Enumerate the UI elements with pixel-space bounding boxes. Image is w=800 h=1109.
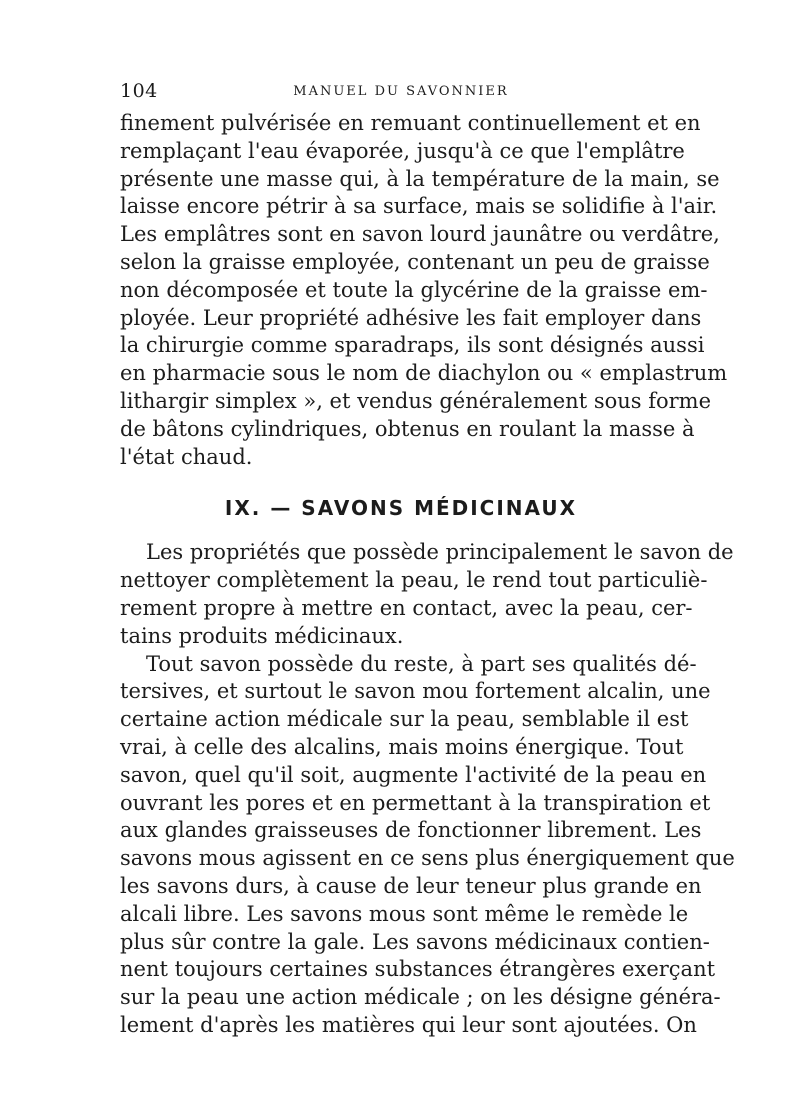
text-line: alcali libre. Les savons mous sont même le remède le (120, 901, 689, 926)
text-line: Les propriétés que possède principalement le savon de (146, 540, 734, 565)
text-line: les savons durs, à cause de leur teneur plus grande en (120, 873, 702, 898)
paragraph (120, 539, 734, 650)
text-line: de bâtons cylindriques, obtenus en roulant la masse à (120, 416, 695, 441)
text-line: en pharmacie sous le nom de diachylon ou « emplastrum (120, 361, 728, 386)
text-line: non décomposée et toute la glycérine de la graisse em- (120, 277, 708, 302)
text-line: laisse encore pétrir à sa surface, mais se solidifie à l'air. (120, 194, 718, 219)
section-heading: IX. — SAVONS MÉDICINAUX (224, 496, 578, 521)
text-line: ployée. Leur propriété adhésive les fait employer dans (120, 305, 702, 330)
text-line: ouvrant les pores et en permettant à la transpiration et (120, 790, 711, 815)
text-line: présente une masse qui, à la température de la main, se (120, 166, 720, 191)
text-line: remplaçant l'eau évaporée, jusqu'à ce que l'emplâtre (120, 138, 685, 163)
text-line: Tout savon possède du reste, à part ses qualités dé- (146, 651, 697, 676)
text-line: plus sûr contre la gale. Les savons médicinaux contien- (120, 929, 710, 954)
text-line: vrai, à celle des alcalins, mais moins énergique. Tout (120, 734, 684, 759)
text-line: nent toujours certaines substances étrangères exerçant (120, 957, 716, 982)
text-line: tersives, et surtout le savon mou fortement alcalin, une (120, 679, 711, 704)
text-line: sur la peau une action médicale ; on les désigne généra- (120, 985, 721, 1010)
paragraph-continued (120, 110, 728, 471)
text-line: l'état chaud. (120, 444, 253, 469)
book-page (120, 76, 735, 1040)
text-line: aux glandes graisseuses de fonctionner librement. Les (120, 818, 702, 843)
text-line: tains produits médicinaux. (120, 623, 404, 648)
text-line: la chirurgie comme sparadraps, ils sont désignés aussi (120, 333, 705, 358)
text-line: savon, quel qu'il soit, augmente l'activité de la peau en (120, 762, 707, 787)
text-line: rement propre à mettre en contact, avec la peau, cer- (120, 595, 693, 620)
text-line: lithargir simplex », et vendus généralement sous forme (120, 388, 712, 413)
paragraph (120, 651, 735, 1040)
page-number: 104 (120, 80, 158, 102)
text-line: savons mous agissent en ce sens plus énergiquement que (120, 846, 735, 871)
running-title: MANUEL DU SAVONNIER (293, 84, 509, 99)
text-line: finement pulvérisée en remuant continuellement et en (120, 111, 701, 135)
text-line: nettoyer complètement la peau, le rend tout particuliè- (120, 568, 708, 593)
text-line: Les emplâtres sont en savon lourd jaunâtre ou verdâtre, (120, 222, 720, 247)
text-line: lement d'après les matières qui leur sont ajoutées. On (120, 1012, 697, 1037)
running-head (120, 76, 682, 110)
text-line: certaine action médicale sur la peau, semblable il est (120, 707, 689, 732)
text-line: selon la graisse employée, contenant un peu de graisse (120, 249, 710, 274)
